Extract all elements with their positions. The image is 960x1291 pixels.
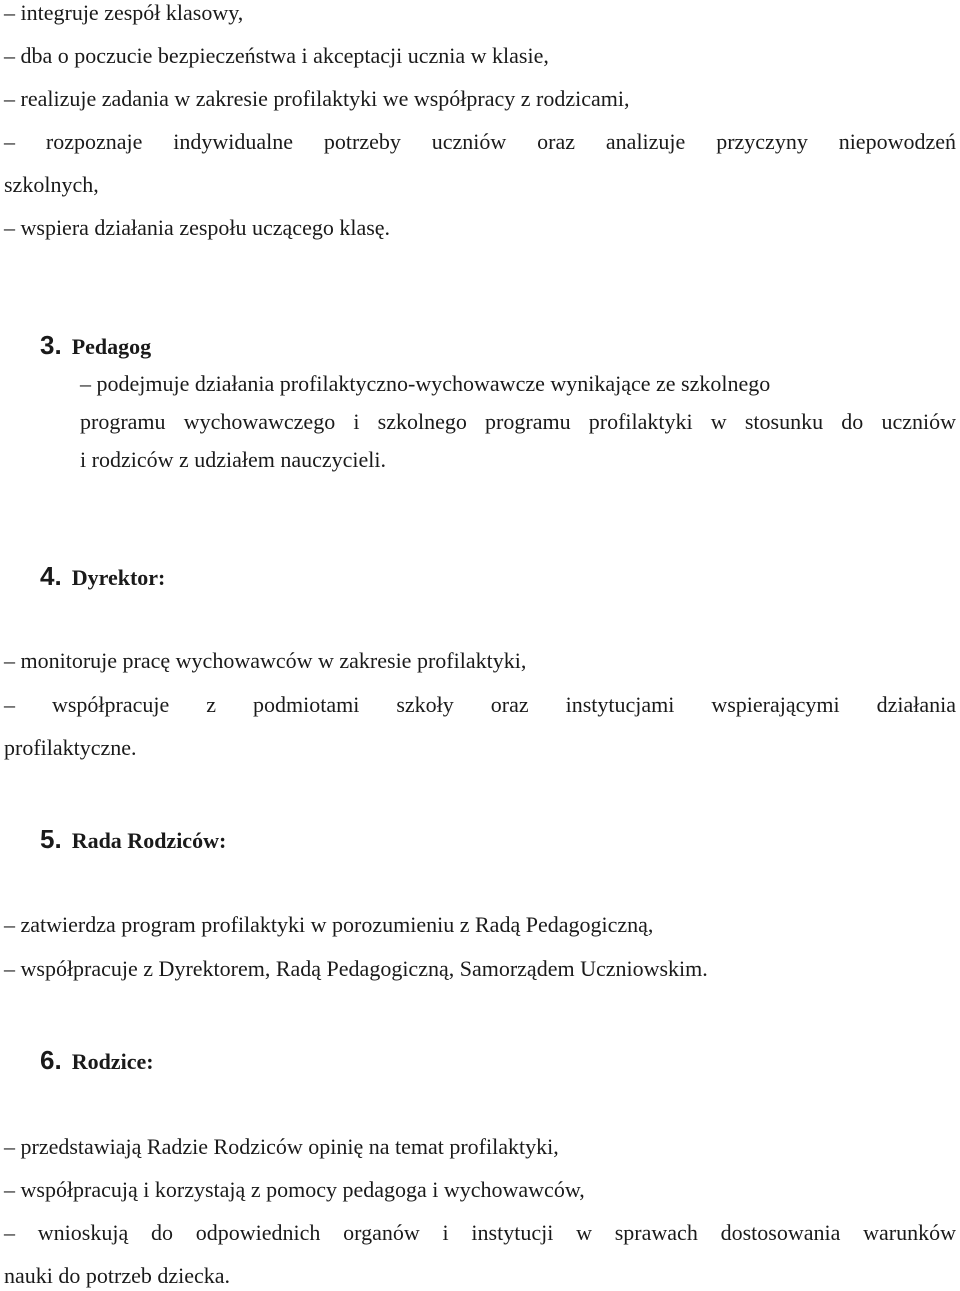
- section-6-heading: [40, 1045, 154, 1077]
- section-6-number: 6.: [40, 1045, 62, 1075]
- section-4-line-2: – współpracuje z podmiotami szkoły oraz instytucjami wspierającymi działania: [4, 692, 956, 717]
- section-3-number: 3.: [40, 330, 62, 360]
- intro-item-2: – dba o poczucie bezpieczeństwa i akceptacji ucznia w klasie,: [4, 43, 549, 68]
- section-3-heading: [40, 330, 151, 362]
- intro-item-3: – realizuje zadania w zakresie profilaktyki we współpracy z rodzicami,: [4, 86, 630, 111]
- section-3-line-2: programu wychowawczego i szkolnego programu profilaktyki w stosunku do uczniów: [80, 409, 956, 434]
- section-4-heading: [40, 561, 165, 593]
- section-6-title: Rodzice:: [71, 1049, 154, 1074]
- intro-item-4: – rozpoznaje indywidualne potrzeby uczniów oraz analizuje przyczyny niepowodzeń: [4, 129, 956, 154]
- section-3-line-3: i rodziców z udziałem nauczycieli.: [80, 447, 387, 472]
- section-6-line-1: – przedstawiają Radzie Rodziców opinię na temat profilaktyki,: [4, 1134, 559, 1159]
- section-6-line-3: – wnioskują do odpowiednich organów i instytucji w sprawach dostosowania warunków: [4, 1220, 956, 1245]
- section-5-line-1: – zatwierdza program profilaktyki w porozumieniu z Radą Pedagogiczną,: [4, 912, 654, 937]
- section-5-line-2: – współpracuje z Dyrektorem, Radą Pedagogiczną, Samorządem Uczniowskim.: [4, 956, 708, 981]
- intro-item-5: – wspiera działania zespołu uczącego klasę.: [4, 215, 391, 240]
- section-6-line-2: – współpracują i korzystają z pomocy pedagoga i wychowawców,: [4, 1177, 585, 1202]
- section-4-number: 4.: [40, 561, 62, 591]
- section-5-number: 5.: [40, 824, 62, 854]
- section-3-line-1: – podejmuje działania profilaktyczno-wychowawcze wynikające ze szkolnego: [80, 371, 771, 396]
- section-4-line-1: – monitoruje pracę wychowawców w zakresie profilaktyki,: [4, 648, 527, 673]
- section-3-title: Pedagog: [71, 334, 152, 359]
- intro-item-1: – integruje zespół klasowy,: [4, 0, 244, 25]
- section-6-line-4: nauki do potrzeb dziecka.: [4, 1263, 231, 1288]
- section-4-line-3: profilaktyczne.: [4, 735, 137, 760]
- intro-item-4-cont: szkolnych,: [4, 172, 99, 197]
- section-4-title: Dyrektor:: [71, 565, 166, 590]
- section-5-heading: [40, 824, 226, 856]
- section-5-title: Rada Rodziców:: [71, 828, 227, 853]
